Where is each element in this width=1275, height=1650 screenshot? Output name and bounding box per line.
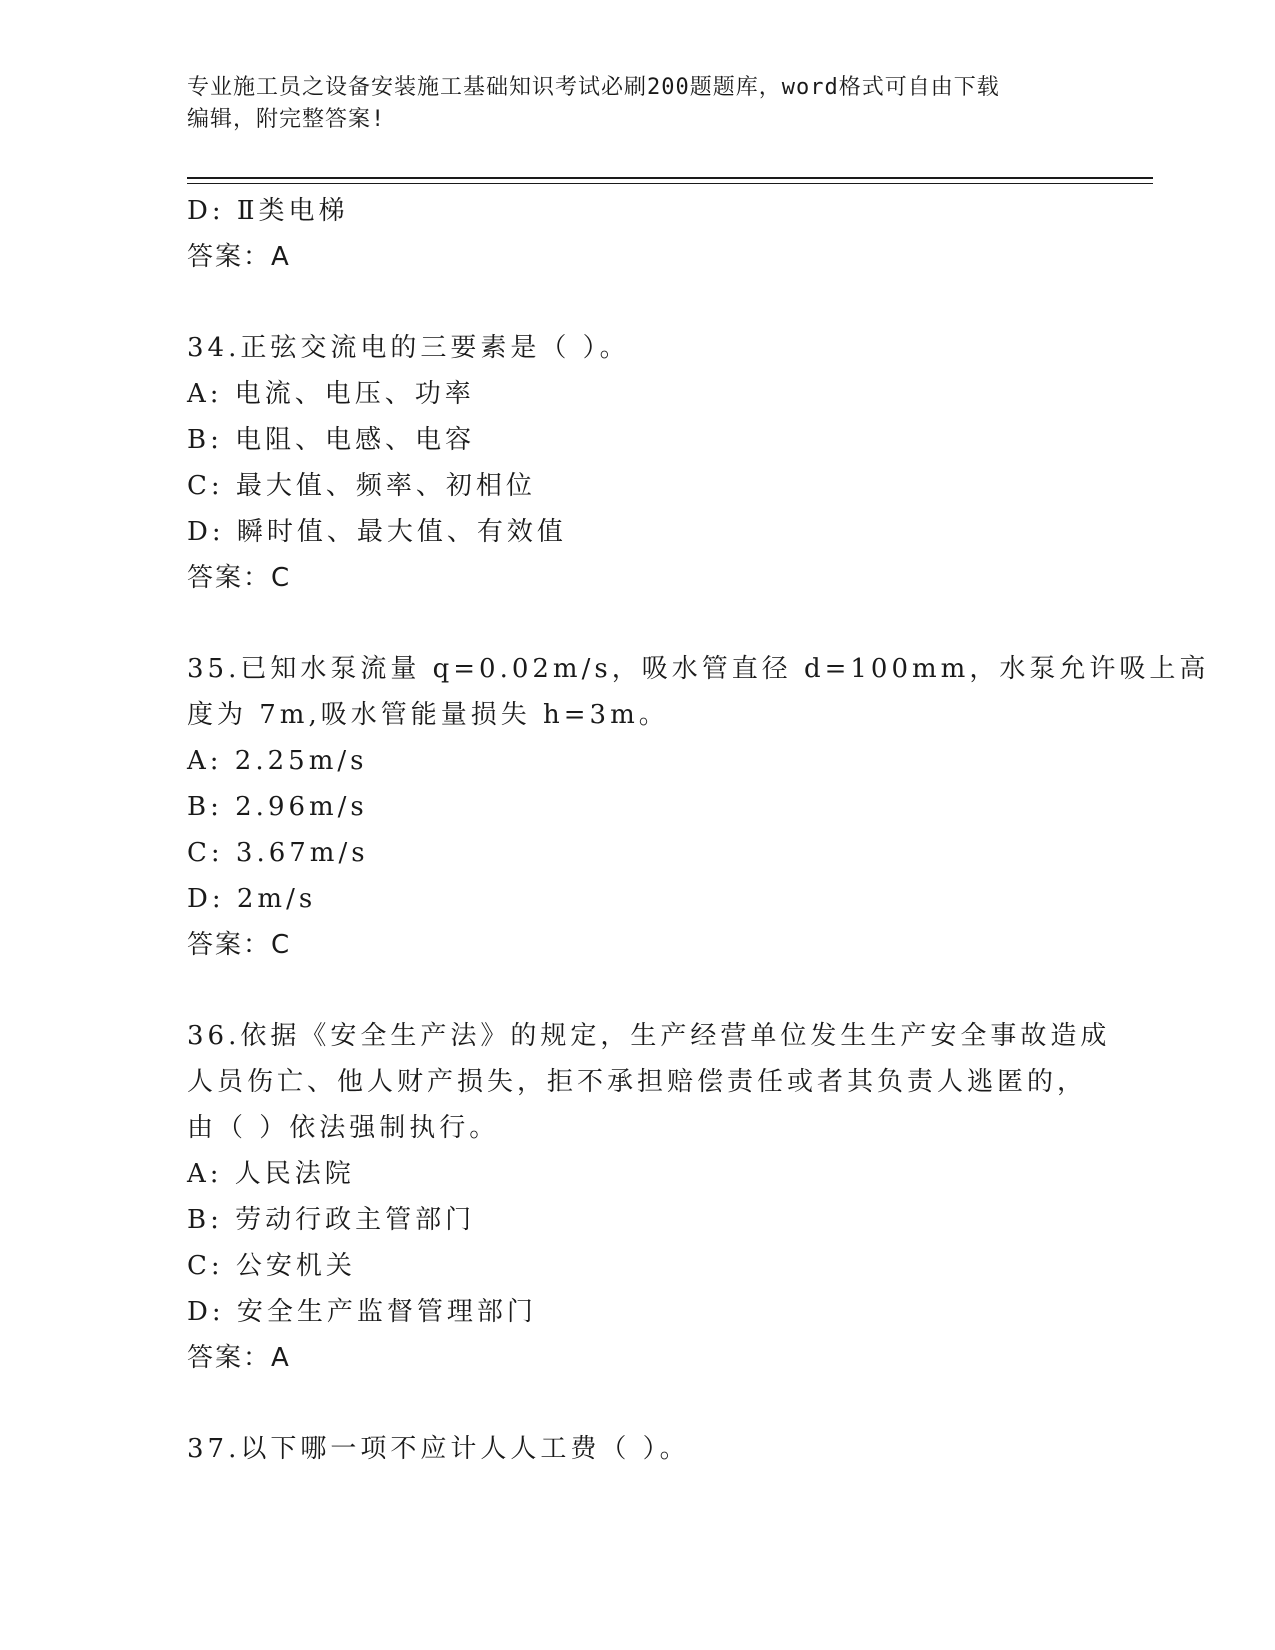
question-stem-line-1: 36.依据《安全生产法》的规定，生产经营单位发生生产安全事故造成 xyxy=(187,1021,1111,1051)
option-d: D: 瞬时值、最大值、有效值 xyxy=(187,517,567,547)
question-spacer xyxy=(187,280,1087,325)
question-33-tail xyxy=(187,188,1087,280)
option-a: A: 人民法院 xyxy=(187,1159,355,1189)
question-37 xyxy=(187,1426,1087,1472)
header-divider-thick xyxy=(187,177,1153,179)
option-c: C: 3.67m/s xyxy=(187,838,369,868)
question-list xyxy=(187,188,1210,1472)
option-d: D: 2m/s xyxy=(187,884,317,914)
question-stem: 34.正弦交流电的三要素是（ ）。 xyxy=(187,333,630,363)
option-b: B: 电阻、电感、电容 xyxy=(187,425,476,455)
header-title-line-1: 专业施工员之设备安装施工基础知识考试必刷200题题库，word格式可自由下载 xyxy=(187,75,1000,100)
question-stem-line-2: 人员伤亡、他人财产损失，拒不承担赔偿责任或者其负责人逃匿的， xyxy=(187,1067,1088,1097)
question-stem-line-3: 由（ ）依法强制执行。 xyxy=(187,1113,500,1143)
question-spacer xyxy=(187,601,1087,646)
option-d: D: Ⅱ类电梯 xyxy=(187,196,349,226)
option-b: B: 2.96m/s xyxy=(187,792,368,822)
question-spacer xyxy=(187,1381,1087,1426)
header-divider-thin xyxy=(187,183,1153,184)
question-34 xyxy=(187,325,1087,601)
answer-label: 答案：C xyxy=(187,930,292,960)
option-c: C: 公安机关 xyxy=(187,1251,356,1281)
question-stem-line-2: 度为 7m,吸水管能量损失 h=3m。 xyxy=(187,700,669,730)
option-a: A: 2.25m/s xyxy=(187,746,368,776)
option-b: B: 劳动行政主管部门 xyxy=(187,1205,476,1235)
answer-label: 答案：C xyxy=(187,563,292,593)
question-36 xyxy=(187,1013,1111,1381)
option-d: D: 安全生产监督管理部门 xyxy=(187,1297,537,1327)
answer-label: 答案：A xyxy=(187,1343,291,1373)
option-a: A: 电流、电压、功率 xyxy=(187,379,475,409)
question-spacer xyxy=(187,968,1087,1013)
document-header xyxy=(187,72,1067,136)
option-c: C: 最大值、频率、初相位 xyxy=(187,471,536,501)
question-stem-line-1: 35.已知水泵流量 q=0.02m/s，吸水管直径 d=100mm，水泵允许吸上高 xyxy=(187,654,1210,684)
answer-label: 答案：A xyxy=(187,242,291,272)
question-stem: 37.以下哪一项不应计人人工费（ ）。 xyxy=(187,1434,690,1464)
question-35 xyxy=(187,646,1210,968)
header-title-line-2: 编辑，附完整答案! xyxy=(187,107,386,132)
